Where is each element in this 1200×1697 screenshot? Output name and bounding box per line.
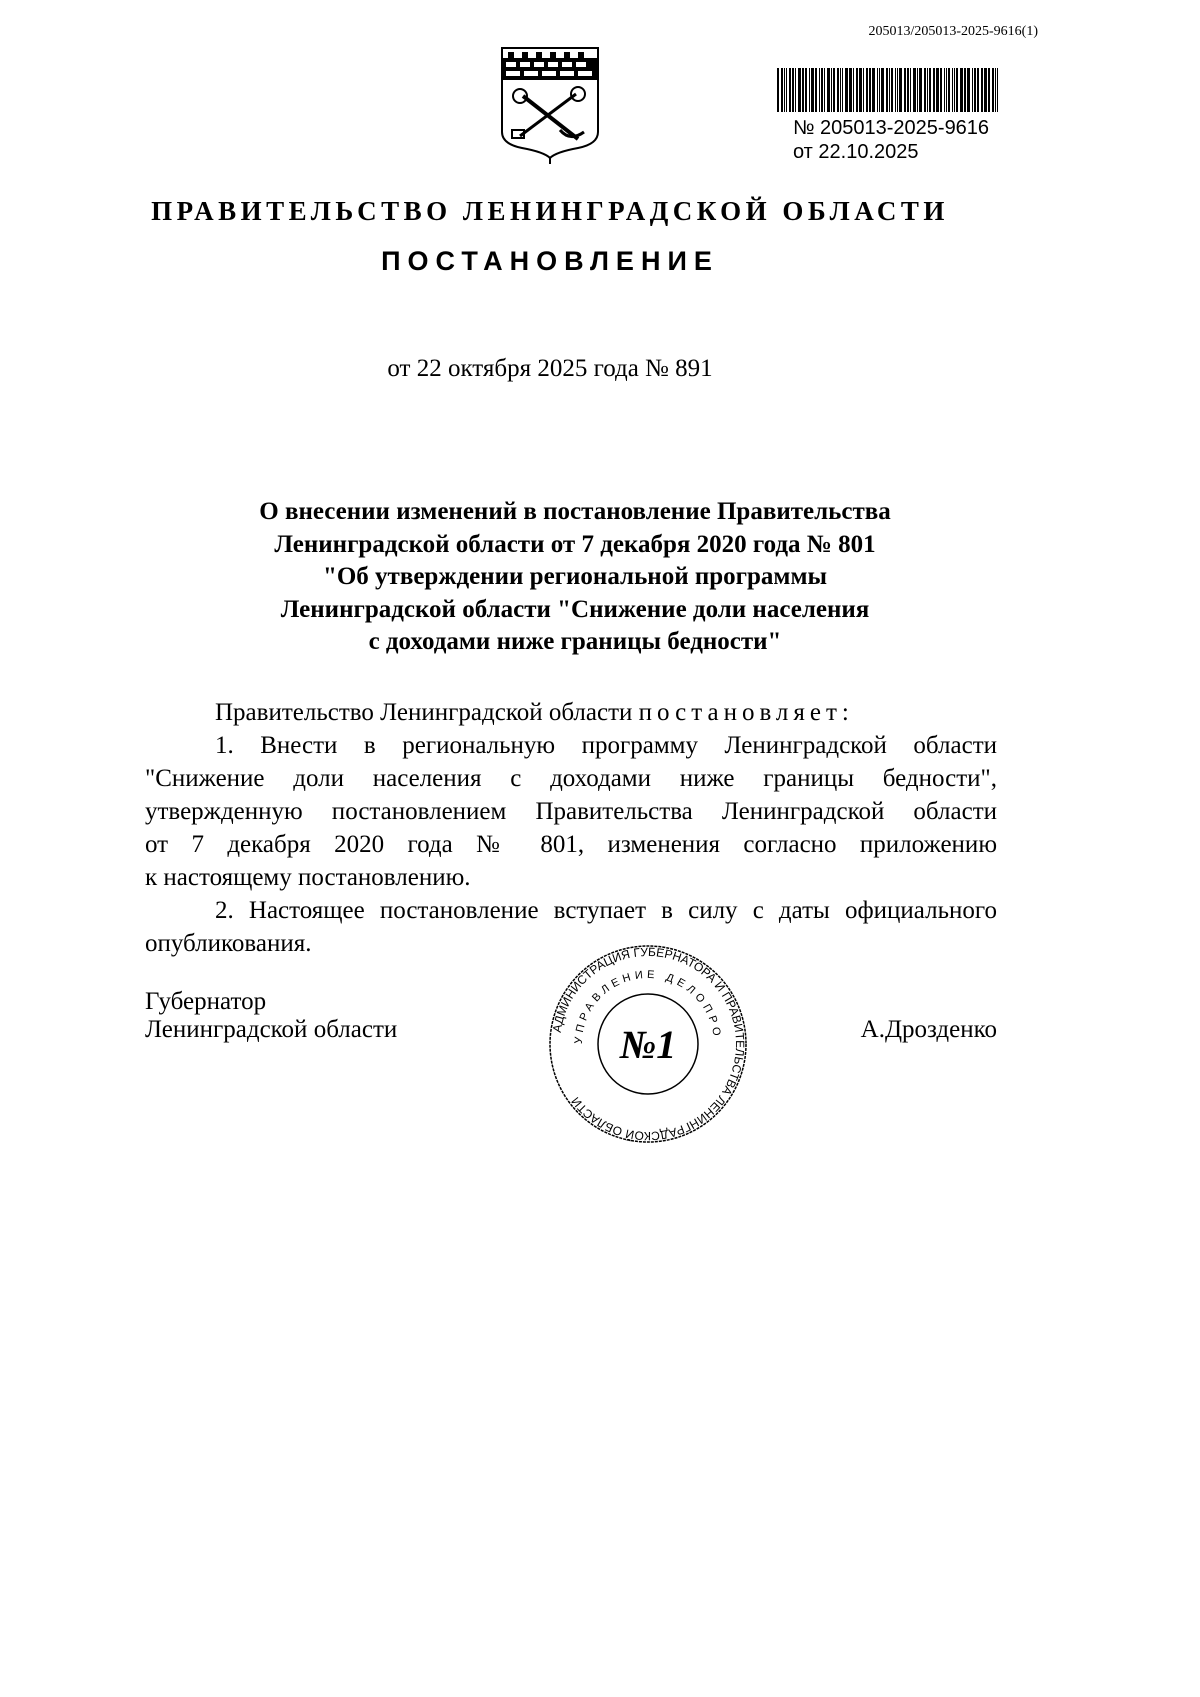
barcode-bar bbox=[856, 68, 858, 112]
date-and-number: от 22 октября 2025 года № 891 bbox=[387, 355, 713, 382]
barcode-bar bbox=[948, 68, 950, 112]
barcode-bar bbox=[933, 68, 935, 112]
barcode-bar bbox=[964, 68, 966, 112]
issuer-heading: ПРАВИТЕЛЬСТВО ЛЕНИНГРАДСКОЙ ОБЛАСТИ bbox=[151, 196, 949, 226]
barcode-bar bbox=[798, 68, 801, 112]
seal-outer-text: АДМИНИСТРАЦИЯ ГУБЕРНАТОРА И ПРАВИТЕЛЬСТВА ЛЕНИНГРАДСКОЙ ОБЛАСТИ bbox=[549, 944, 748, 1144]
barcode-bar bbox=[992, 68, 994, 112]
barcode-bar bbox=[988, 68, 990, 112]
barcode-bar bbox=[845, 68, 848, 112]
barcode-bar bbox=[789, 68, 791, 112]
barcode-bar bbox=[815, 68, 817, 112]
barcode-bar bbox=[853, 68, 854, 112]
barcode-bar bbox=[967, 68, 970, 112]
barcode-bar bbox=[919, 68, 922, 112]
body-line: 2. Настоящее постановление вступает в силу с даты официального bbox=[215, 897, 997, 924]
barcode-bar bbox=[840, 68, 841, 112]
document-registration bbox=[793, 116, 989, 164]
barcode-bar bbox=[795, 68, 796, 112]
body-line: опубликования. bbox=[145, 930, 312, 957]
barcode-bar bbox=[831, 68, 832, 112]
barcode-bar bbox=[997, 68, 998, 112]
barcode-bar bbox=[954, 68, 955, 112]
barcode-bar bbox=[863, 68, 864, 112]
barcode-bar bbox=[904, 68, 906, 112]
barcode-bar bbox=[897, 68, 898, 112]
barcode-bar bbox=[809, 68, 810, 112]
body-line: "Снижение доли населения с доходами ниже границы бедности", bbox=[145, 765, 997, 792]
barcode-bar bbox=[972, 68, 973, 112]
barcode-bar bbox=[895, 68, 896, 112]
barcode-bar bbox=[936, 68, 939, 112]
preamble-subject: Правительство Ленинградской области bbox=[215, 699, 633, 726]
barcode-bar bbox=[833, 68, 835, 112]
barcode bbox=[777, 68, 1021, 112]
official-seal bbox=[533, 944, 763, 1144]
barcode-bar bbox=[910, 68, 911, 112]
barcode-bar bbox=[849, 68, 852, 112]
position-line: Губернатор bbox=[145, 988, 267, 1015]
document-number: № 205013-2025-9616 bbox=[793, 117, 990, 139]
barcode-bar bbox=[924, 68, 926, 112]
barcode-bar bbox=[805, 68, 807, 112]
barcode-bar bbox=[866, 68, 868, 112]
barcode-bar bbox=[952, 68, 953, 112]
title-line: Ленинградской области от 7 декабря 2020 года № 801 bbox=[274, 530, 876, 558]
document-type: ПОСТАНОВЛЕНИЕ bbox=[381, 246, 719, 276]
barcode-bar bbox=[899, 68, 902, 112]
barcode-bar bbox=[940, 68, 942, 112]
title-line: Ленинградской области "Снижение доли населения bbox=[280, 595, 870, 623]
document-date: от 22.10.2025 bbox=[793, 141, 919, 163]
seal-center-text: №1 bbox=[619, 1022, 677, 1067]
barcode-bar bbox=[889, 68, 890, 112]
position-line: Ленинградской области bbox=[145, 1016, 398, 1043]
barcode-bar bbox=[886, 68, 888, 112]
barcode-bar bbox=[977, 68, 979, 112]
barcode-bar bbox=[781, 68, 783, 112]
barcode-bar bbox=[824, 68, 825, 112]
barcode-bar bbox=[974, 68, 976, 112]
registration-code: 205013/205013-2025-9616(1) bbox=[868, 24, 1038, 39]
barcode-bar bbox=[792, 68, 794, 112]
barcode-bar bbox=[821, 68, 823, 112]
barcode-bar bbox=[913, 68, 916, 112]
barcode-bar bbox=[784, 68, 785, 112]
barcode-bar bbox=[946, 68, 947, 112]
barcode-bar bbox=[842, 68, 843, 112]
document-title bbox=[200, 496, 950, 659]
barcode-bar bbox=[929, 68, 931, 112]
barcode-bar bbox=[786, 68, 787, 112]
coat-of-arms-emblem bbox=[498, 44, 602, 164]
barcode-bar bbox=[984, 68, 987, 112]
body-line: 1. Внести в региональную программу Ленинградской области bbox=[215, 732, 997, 759]
barcode-bar bbox=[917, 68, 918, 112]
title-line: "Об утверждении региональной программы bbox=[322, 563, 828, 590]
barcode-bar bbox=[956, 68, 958, 112]
body-line: от 7 декабря 2020 года № 801, изменения согласно приложению bbox=[145, 831, 997, 858]
barcode-bar bbox=[877, 68, 878, 112]
barcode-bar bbox=[981, 68, 983, 112]
barcode-bar bbox=[927, 68, 928, 112]
barcode-bar bbox=[819, 68, 820, 112]
barcode-bar bbox=[960, 68, 963, 112]
barcode-bar bbox=[881, 68, 884, 112]
body-line: к настоящему постановлению. bbox=[145, 864, 471, 891]
barcode-bar bbox=[827, 68, 830, 112]
barcode-bar bbox=[811, 68, 814, 112]
title-line: О внесении изменений в постановление Правительства bbox=[259, 498, 891, 525]
title-line: с доходами ниже границы бедности" bbox=[368, 628, 782, 655]
barcode-bar bbox=[879, 68, 880, 112]
barcode-bar bbox=[891, 68, 893, 112]
signatory-position bbox=[145, 988, 397, 1044]
body-line: утвержденную постановлением Правительства Ленинградской области bbox=[145, 798, 997, 825]
barcode-bar bbox=[802, 68, 804, 112]
barcode-bar bbox=[777, 68, 779, 112]
document-body bbox=[145, 696, 997, 960]
barcode-bar bbox=[859, 68, 862, 112]
barcode-bar bbox=[944, 68, 945, 112]
barcode-bar bbox=[837, 68, 839, 112]
seal-inner-text: УПРАВЛЕНИЕ ДЕЛОПРО bbox=[572, 968, 724, 1045]
preamble-verb: постановляет: bbox=[638, 699, 854, 726]
barcode-bar bbox=[872, 68, 875, 112]
barcode-bar bbox=[995, 68, 996, 112]
barcode-bar bbox=[869, 68, 871, 112]
barcode-bar bbox=[907, 68, 909, 112]
signatory-name: А.Дрозденко bbox=[860, 1016, 997, 1043]
preamble bbox=[145, 696, 997, 729]
